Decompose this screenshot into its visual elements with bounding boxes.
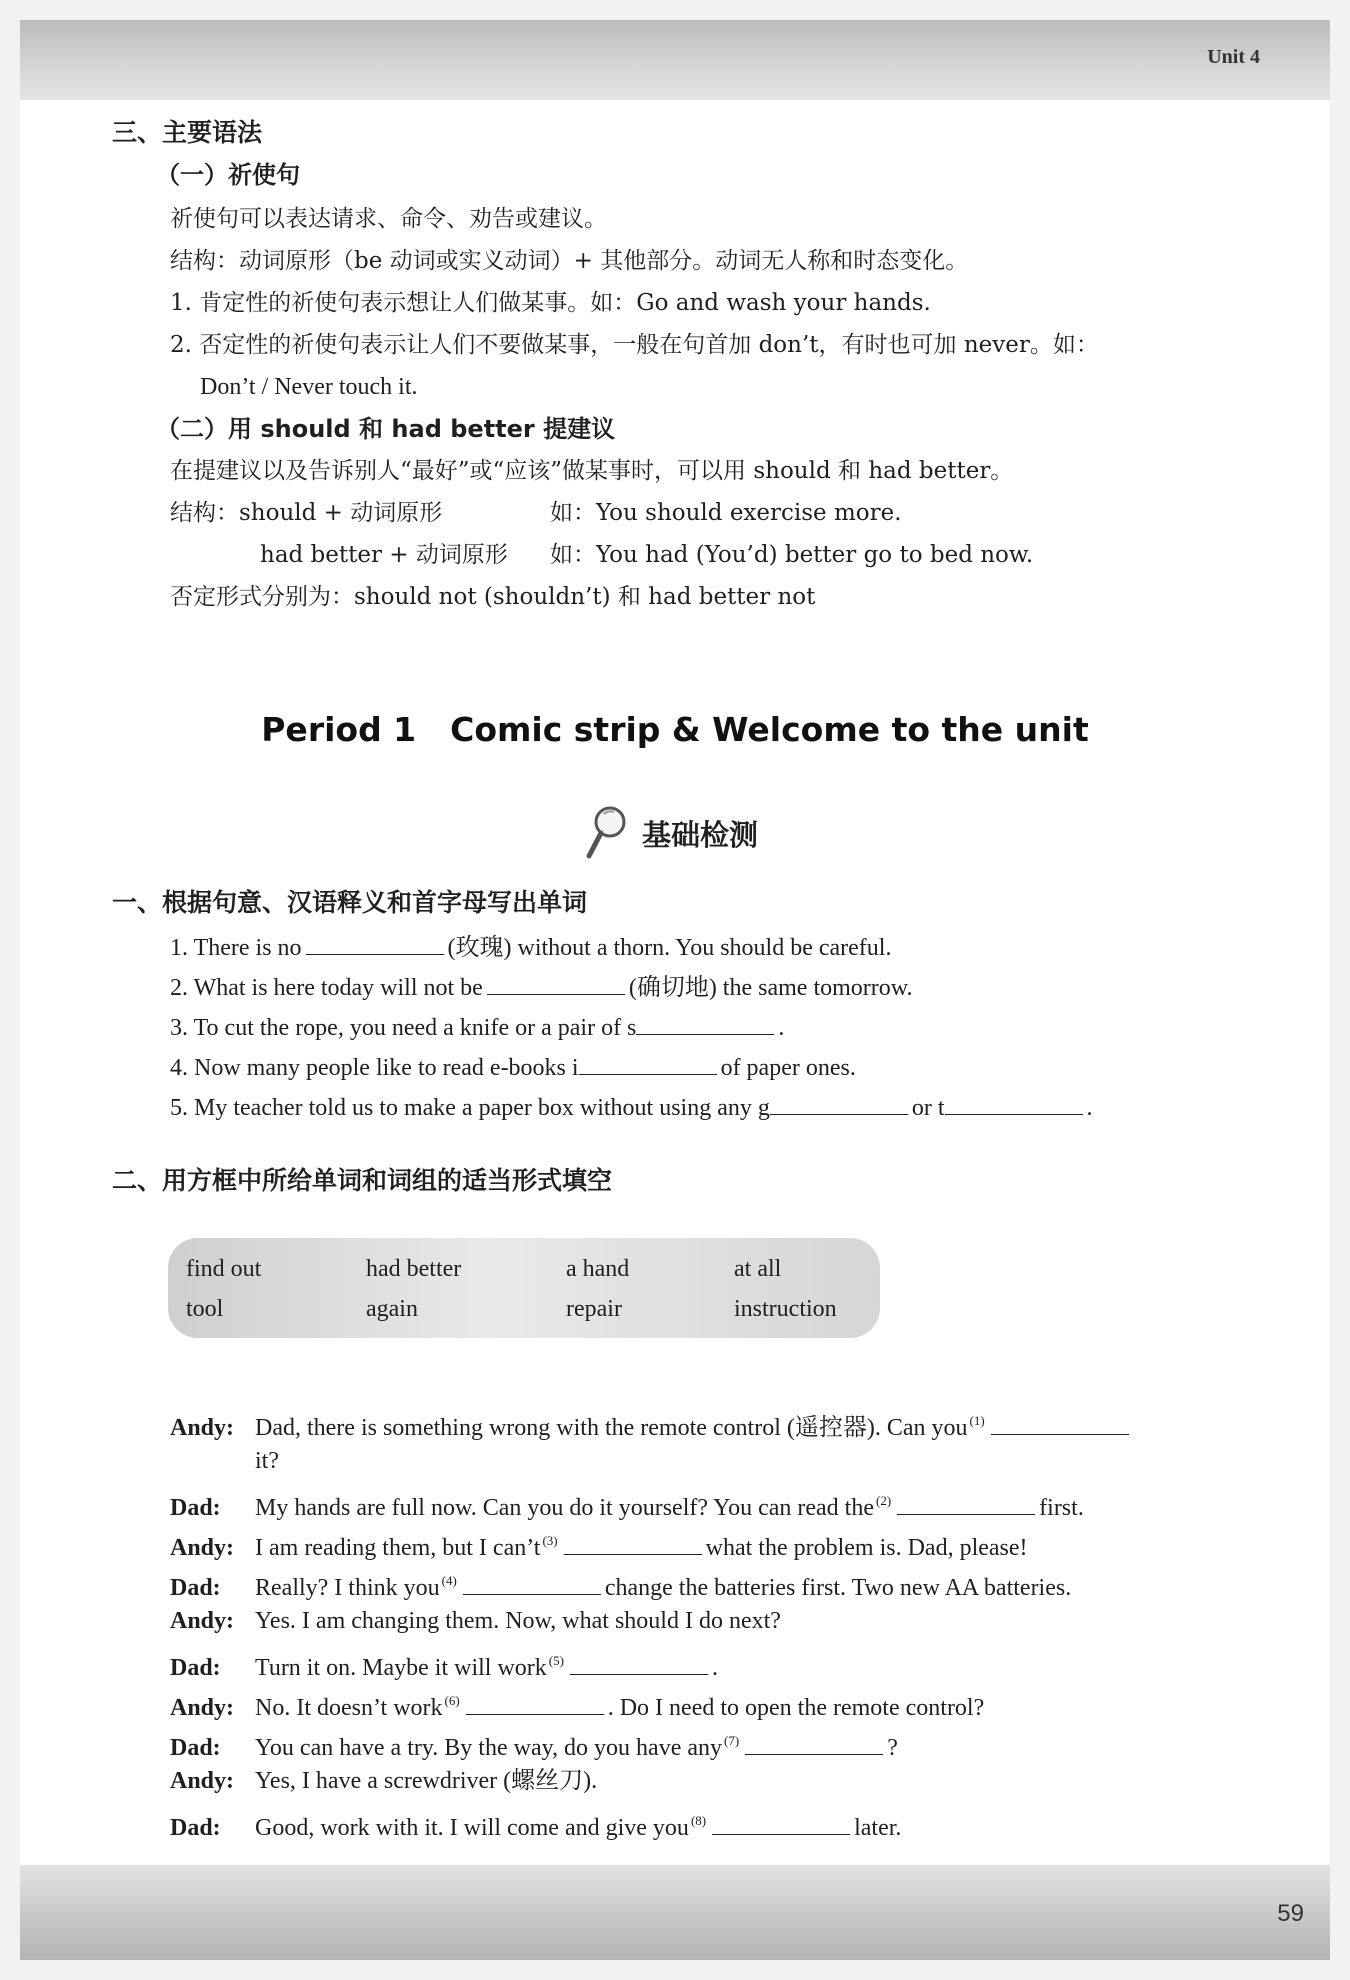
dialogue-blank-8[interactable] [712,1812,850,1835]
dialogue-blank-4[interactable] [463,1572,601,1595]
imperative-subtitle: （一）祈使句 [156,161,300,189]
dialogue-line: Andy: No. It doesn’t work $^{(6)}$ . Do I need to open the remote control? [170,1693,985,1721]
magnifier-icon [580,802,630,864]
footer-band [20,1865,1330,1960]
word-option: at all [734,1256,782,1282]
word-option: had better [366,1256,462,1282]
page-number: 59 [1277,1900,1304,1927]
dialogue-line: Dad: My hands are full now. Can you do it yourself? You can read the $^{(2)}$ first. [170,1493,1084,1521]
ex1-item-1: 1. There is no (玫瑰) without a thorn. You should be careful. [170,932,891,963]
ex1-item-5: 5. My teacher told us to make a paper box without using any g or t . [170,1092,1093,1123]
word-box [168,1238,880,1338]
dialogue-blank-7[interactable] [745,1732,883,1755]
grammar-title: 三、主要语法 [112,118,263,147]
advice-structure-should: 结构：should + 动词原形 [170,500,443,526]
answer-blank-2[interactable] [487,972,625,995]
imperative-point-2: 2. 否定性的祈使句表示让人们不要做某事，一般在句首加 don’t，有时也可加 never。如： [170,332,1099,358]
period-number: Period 1 [261,710,417,749]
dialogue-blank-2[interactable] [897,1492,1035,1515]
word-option: tool [186,1296,224,1322]
exercise-1-title: 一、根据句意、汉语释义和首字母写出单词 [112,888,588,917]
dialogue-line: Andy: Yes. I am changing them. Now, what should I do next? [170,1608,781,1634]
dialogue-line: Dad: Really? I think you $^{(4)}$ change the batteries first. Two new AA batteries. [170,1573,1072,1601]
advice-negative-forms: 否定形式分别为：should not (shouldn’t) 和 had better not [170,584,816,610]
advice-structure-had-better: had better + 动词原形 [260,542,508,568]
answer-blank-3[interactable] [636,1012,774,1035]
imperative-structure: 结构：动词原形（be 动词或实义动词）+ 其他部分。动词无人称和时态变化。 [170,248,969,274]
exercise-2-title: 二、用方框中所给单词和词组的适当形式填空 [112,1166,613,1195]
advice-example-should: 如：You should exercise more. [550,500,902,526]
answer-blank-5b[interactable] [945,1092,1083,1115]
basic-check-label: 基础检测 [642,817,759,852]
word-option: find out [186,1256,262,1282]
basic-check-heading [580,798,758,868]
dialogue-line: Dad: You can have a try. By the way, do you have any $^{(7)}$ ? [170,1733,898,1761]
answer-blank-1[interactable] [306,932,444,955]
dialogue-line: Andy: Dad, there is something wrong with the remote control (遥控器). Can you $^{(1)}$ [170,1406,1133,1443]
ex1-item-2: 2. What is here today will not be (确切地) the same tomorrow. [170,972,913,1003]
dialogue-blank-6[interactable] [466,1692,604,1715]
answer-blank-4[interactable] [579,1052,717,1075]
imperative-point-2-example: Don’t / Never touch it. [200,374,418,400]
dialogue-blank-3[interactable] [564,1532,702,1555]
dialogue-blank-1[interactable] [991,1412,1129,1435]
unit-label: Unit 4 [1207,46,1260,68]
dialogue-line: Dad: Turn it on. Maybe it will work $^{(5)}$ . [170,1653,718,1681]
ex1-item-4: 4. Now many people like to read e-books i of paper ones. [170,1052,856,1083]
answer-blank-5a[interactable] [770,1092,908,1115]
word-option: instruction [734,1296,837,1322]
header-band [20,20,1330,100]
word-option: repair [566,1296,622,1322]
dialogue-line: Andy: Yes, I have a screwdriver (螺丝刀). [170,1768,598,1794]
advice-subtitle: （二）用 should 和 had better 提建议 [156,415,616,443]
word-option: a hand [566,1256,630,1282]
word-option: again [366,1296,418,1322]
ex1-item-3: 3. To cut the rope, you need a knife or a pair of s . [170,1012,784,1043]
period-name: Comic strip & Welcome to the unit [450,710,1089,749]
dialogue-line: Dad: Good, work with it. I will come and give you $^{(8)}$ later. [170,1813,902,1841]
advice-intro: 在提建议以及告诉别人“最好”或“应该”做某事时，可以用 should 和 had better。 [170,458,1014,484]
advice-example-had-better: 如：You had (You’d) better go to bed now. [550,542,1034,568]
imperative-intro: 祈使句可以表达请求、命令、劝告或建议。 [170,206,607,232]
period-title [20,710,1330,749]
dialogue-line: Andy: I am reading them, but I can’t $^{(3)}$ what the problem is. Dad, please! [170,1533,1028,1561]
dialogue-line: it? [255,1448,279,1474]
imperative-point-1: 1. 肯定性的祈使句表示想让人们做某事。如：Go and wash your hands. [170,290,931,316]
workbook-page [20,20,1330,1960]
dialogue-blank-5[interactable] [570,1652,708,1675]
